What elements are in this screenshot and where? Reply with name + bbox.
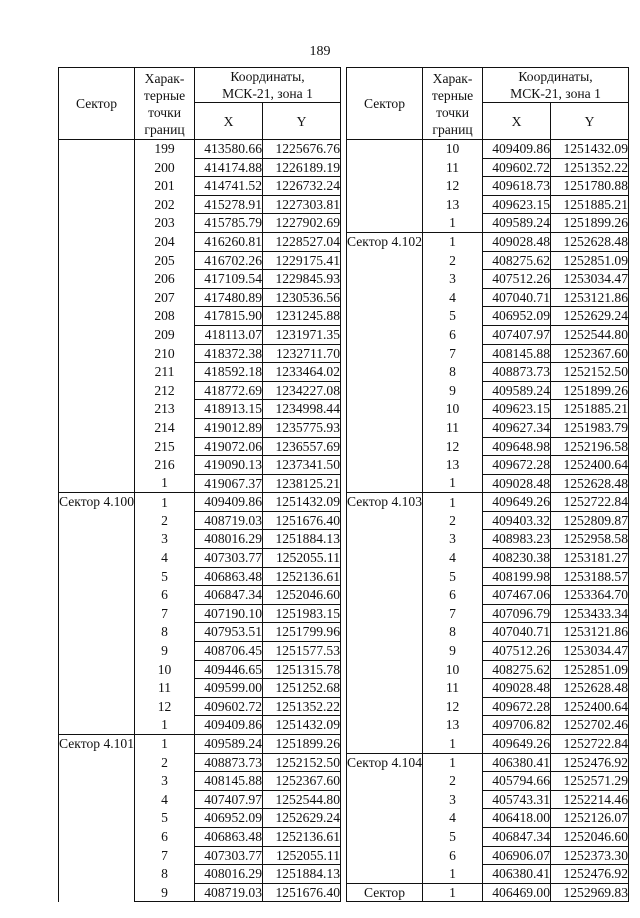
sector-name [59, 140, 135, 493]
coord-y: 1252400.64 [551, 697, 629, 716]
coord-x: 405794.66 [483, 772, 551, 791]
coord-x: 409409.86 [195, 493, 263, 512]
coord-y: 1253364.70 [551, 586, 629, 605]
header-coordinates-line2: МСК-21, зона 1 [222, 86, 313, 101]
coord-y: 1253034.47 [551, 270, 629, 289]
header-points-line2: терные [143, 87, 186, 103]
coord-x: 409602.72 [195, 697, 263, 716]
header-points [135, 68, 195, 140]
point-number: 1 [135, 735, 195, 754]
point-number: 7 [135, 604, 195, 623]
coord-y: 1252722.84 [551, 735, 629, 754]
coord-y: 1252152.50 [551, 363, 629, 382]
point-number: 1 [135, 493, 195, 512]
point-number: 1 [423, 735, 483, 754]
header-coordinates [483, 68, 629, 103]
point-number: 205 [135, 251, 195, 270]
coord-x: 409028.48 [483, 474, 551, 493]
coord-x: 409672.28 [483, 697, 551, 716]
coord-x: 406952.09 [483, 307, 551, 326]
coord-y: 1251885.21 [551, 195, 629, 214]
point-number: 3 [423, 270, 483, 289]
header-points-line3: точки [436, 104, 469, 120]
coord-x: 409627.34 [483, 418, 551, 437]
coord-x: 407953.51 [195, 623, 263, 642]
coord-y: 1225676.76 [263, 140, 341, 159]
coord-x: 408706.45 [195, 642, 263, 661]
coord-y: 1252722.84 [551, 493, 629, 512]
point-number: 206 [135, 270, 195, 289]
coord-x: 407512.26 [483, 270, 551, 289]
coord-y: 1251252.68 [263, 679, 341, 698]
coord-x: 408873.73 [483, 363, 551, 382]
coord-y: 1251799.96 [263, 623, 341, 642]
point-number: 5 [135, 809, 195, 828]
coord-y: 1251983.79 [551, 418, 629, 437]
coord-x: 409649.26 [483, 735, 551, 754]
coord-x: 409648.98 [483, 437, 551, 456]
coord-y: 1251885.21 [551, 400, 629, 419]
point-number: 10 [135, 660, 195, 679]
table-body-right [347, 140, 629, 902]
coord-x: 407303.77 [195, 846, 263, 865]
coord-y: 1252628.48 [551, 679, 629, 698]
point-number: 11 [423, 158, 483, 177]
point-number: 12 [423, 177, 483, 196]
coord-y: 1251899.26 [551, 381, 629, 400]
coord-y: 1251884.13 [263, 865, 341, 884]
coord-x: 419067.37 [195, 474, 263, 493]
coord-x: 408719.03 [195, 883, 263, 902]
point-number: 1 [423, 232, 483, 251]
point-number: 210 [135, 344, 195, 363]
coord-y: 1251884.13 [263, 530, 341, 549]
point-number: 9 [423, 381, 483, 400]
point-number: 3 [135, 772, 195, 791]
point-number: 209 [135, 325, 195, 344]
coord-x: 408145.88 [195, 772, 263, 791]
coord-y: 1251315.78 [263, 660, 341, 679]
point-number: 200 [135, 158, 195, 177]
coord-x: 409649.26 [483, 493, 551, 512]
coord-x: 416702.26 [195, 251, 263, 270]
point-number: 1 [135, 474, 195, 493]
point-number: 2 [135, 753, 195, 772]
coord-x: 407512.26 [483, 642, 551, 661]
coord-x: 406418.00 [483, 809, 551, 828]
coord-y: 1252373.30 [551, 846, 629, 865]
coord-x: 406863.48 [195, 827, 263, 846]
coord-y: 1253188.57 [551, 567, 629, 586]
coord-y: 1252571.29 [551, 772, 629, 791]
coord-x: 418913.15 [195, 400, 263, 419]
coord-x: 409602.72 [483, 158, 551, 177]
header-coordinates [195, 68, 341, 103]
coord-x: 408983.23 [483, 530, 551, 549]
coord-y: 1238125.21 [263, 474, 341, 493]
coord-y: 1231971.35 [263, 325, 341, 344]
point-number: 5 [423, 827, 483, 846]
header-points-line1: Харак- [432, 70, 473, 86]
coord-x: 408145.88 [483, 344, 551, 363]
point-number: 215 [135, 437, 195, 456]
point-number: 6 [423, 586, 483, 605]
point-number: 6 [423, 846, 483, 865]
sector-name: Сектор 4.101 [59, 735, 135, 902]
coord-y: 1253121.86 [551, 623, 629, 642]
coord-y: 1251983.15 [263, 604, 341, 623]
point-number: 8 [135, 623, 195, 642]
point-number: 6 [135, 586, 195, 605]
point-number: 1 [423, 883, 483, 902]
point-number: 9 [423, 642, 483, 661]
point-number: 10 [423, 660, 483, 679]
coord-y: 1251432.09 [263, 716, 341, 735]
point-number: 12 [423, 697, 483, 716]
coord-x: 409672.28 [483, 456, 551, 475]
coord-y: 1229175.41 [263, 251, 341, 270]
coord-x: 408016.29 [195, 865, 263, 884]
coord-y: 1252126.07 [551, 809, 629, 828]
coord-x: 409028.48 [483, 232, 551, 251]
point-number: 10 [423, 400, 483, 419]
point-number: 11 [423, 679, 483, 698]
coord-x: 418592.18 [195, 363, 263, 382]
point-number: 13 [423, 195, 483, 214]
coord-y: 1236557.69 [263, 437, 341, 456]
sector-name: Сектор 4.100 [59, 493, 135, 735]
coord-y: 1251676.40 [263, 883, 341, 902]
coord-y: 1252958.58 [551, 530, 629, 549]
coord-x: 408230.38 [483, 549, 551, 568]
point-number: 204 [135, 232, 195, 251]
coord-x: 409028.48 [483, 679, 551, 698]
coord-x: 409623.15 [483, 400, 551, 419]
point-number: 2 [135, 511, 195, 530]
coord-y: 1230536.56 [263, 288, 341, 307]
coord-y: 1252196.58 [551, 437, 629, 456]
coord-y: 1252400.64 [551, 456, 629, 475]
sector-name: Сектор [347, 883, 423, 902]
point-number: 199 [135, 140, 195, 159]
point-number: 201 [135, 177, 195, 196]
point-number: 1 [423, 865, 483, 884]
coord-y: 1227303.81 [263, 195, 341, 214]
coord-x: 406469.00 [483, 883, 551, 902]
coord-y: 1231245.88 [263, 307, 341, 326]
coord-y: 1253181.27 [551, 549, 629, 568]
point-number: 211 [135, 363, 195, 382]
point-number: 1 [423, 493, 483, 512]
point-number: 8 [135, 865, 195, 884]
coord-y: 1252367.60 [551, 344, 629, 363]
coord-x: 408275.62 [483, 660, 551, 679]
coord-x: 409599.00 [195, 679, 263, 698]
coord-x: 409589.24 [195, 735, 263, 754]
coord-y: 1251899.26 [551, 214, 629, 233]
header-coordinates-line1: Координаты, [518, 69, 593, 84]
coord-x: 405743.31 [483, 790, 551, 809]
coord-x: 407407.97 [483, 325, 551, 344]
table-row [347, 883, 629, 902]
point-number: 1 [423, 474, 483, 493]
header-y: Y [263, 103, 341, 140]
point-number: 13 [423, 456, 483, 475]
coord-y: 1251352.22 [551, 158, 629, 177]
point-number: 4 [135, 549, 195, 568]
point-number: 3 [423, 530, 483, 549]
coord-y: 1252629.24 [551, 307, 629, 326]
coord-x: 407040.71 [483, 288, 551, 307]
coord-y: 1252702.46 [551, 716, 629, 735]
header-points-line3: точки [148, 104, 181, 120]
point-number: 9 [135, 883, 195, 902]
point-number: 10 [423, 140, 483, 159]
table-row [59, 735, 341, 754]
coord-x: 414174.88 [195, 158, 263, 177]
header-points-line2: терные [431, 87, 474, 103]
point-number: 213 [135, 400, 195, 419]
sector-name: Сектор 4.102 [347, 232, 423, 492]
coord-x: 408016.29 [195, 530, 263, 549]
coord-x: 408873.73 [195, 753, 263, 772]
coord-y: 1252851.09 [551, 660, 629, 679]
coord-y: 1251780.88 [551, 177, 629, 196]
coord-x: 409589.24 [483, 381, 551, 400]
coord-y: 1251432.09 [263, 493, 341, 512]
header-points-line4: границ [144, 121, 185, 137]
point-number: 5 [423, 567, 483, 586]
table-row [347, 232, 629, 251]
table-row [347, 140, 629, 159]
coord-x: 406380.41 [483, 753, 551, 772]
coord-x: 417109.54 [195, 270, 263, 289]
coord-y: 1252152.50 [263, 753, 341, 772]
coord-x: 408719.03 [195, 511, 263, 530]
coord-y: 1252136.61 [263, 827, 341, 846]
table-body-left [59, 140, 341, 902]
point-number: 2 [423, 511, 483, 530]
point-number: 5 [423, 307, 483, 326]
coord-y: 1252055.11 [263, 846, 341, 865]
coord-y: 1252629.24 [263, 809, 341, 828]
point-number: 7 [135, 846, 195, 865]
coord-x: 409403.32 [483, 511, 551, 530]
coord-x: 408199.98 [483, 567, 551, 586]
coord-y: 1235775.93 [263, 418, 341, 437]
coord-y: 1226189.19 [263, 158, 341, 177]
coord-x: 407467.06 [483, 586, 551, 605]
point-number: 6 [423, 325, 483, 344]
coord-y: 1252544.80 [551, 325, 629, 344]
coord-y: 1251899.26 [263, 735, 341, 754]
coord-y: 1252136.61 [263, 567, 341, 586]
header-sector: Сектор [59, 68, 135, 140]
point-number: 6 [135, 827, 195, 846]
coord-y: 1234227.08 [263, 381, 341, 400]
coord-x: 417815.90 [195, 307, 263, 326]
table-row [59, 493, 341, 512]
point-number: 7 [423, 344, 483, 363]
point-number: 3 [423, 790, 483, 809]
table-row [347, 753, 629, 772]
coord-y: 1252544.80 [263, 790, 341, 809]
page-number: 189 [309, 44, 331, 59]
coord-x: 419090.13 [195, 456, 263, 475]
coord-y: 1227902.69 [263, 214, 341, 233]
coord-y: 1252969.83 [551, 883, 629, 902]
header-y: Y [551, 103, 629, 140]
coord-x: 414741.52 [195, 177, 263, 196]
coord-x: 407303.77 [195, 549, 263, 568]
coordinates-table-right [346, 67, 629, 902]
point-number: 4 [135, 790, 195, 809]
coord-y: 1229845.93 [263, 270, 341, 289]
table-row [59, 140, 341, 159]
coord-y: 1226732.24 [263, 177, 341, 196]
header-points [423, 68, 483, 140]
coord-y: 1252476.92 [551, 865, 629, 884]
coord-x: 408275.62 [483, 251, 551, 270]
coord-x: 409623.15 [483, 195, 551, 214]
coord-x: 407190.10 [195, 604, 263, 623]
point-number: 207 [135, 288, 195, 307]
header-points-line4: границ [432, 121, 473, 137]
header-x: X [483, 103, 551, 140]
coord-x: 409618.73 [483, 177, 551, 196]
coord-y: 1252476.92 [551, 753, 629, 772]
coord-x: 418772.69 [195, 381, 263, 400]
coord-y: 1253433.34 [551, 604, 629, 623]
coord-y: 1234998.44 [263, 400, 341, 419]
point-number: 4 [423, 809, 483, 828]
coord-y: 1252046.60 [551, 827, 629, 846]
coord-x: 409409.86 [195, 716, 263, 735]
coord-y: 1237341.50 [263, 456, 341, 475]
coord-y: 1252367.60 [263, 772, 341, 791]
header-points-line1: Харак- [144, 70, 185, 86]
point-number: 8 [423, 623, 483, 642]
point-number: 9 [135, 642, 195, 661]
coordinates-table-left [58, 67, 341, 902]
point-number: 1 [423, 753, 483, 772]
coord-y: 1251432.09 [551, 140, 629, 159]
point-number: 4 [423, 288, 483, 307]
point-number: 214 [135, 418, 195, 437]
coord-y: 1252055.11 [263, 549, 341, 568]
point-number: 4 [423, 549, 483, 568]
point-number: 2 [423, 251, 483, 270]
header-coordinates-line1: Координаты, [230, 69, 305, 84]
coord-y: 1232711.70 [263, 344, 341, 363]
coord-y: 1233464.02 [263, 363, 341, 382]
coord-x: 419012.89 [195, 418, 263, 437]
coord-y: 1252809.87 [551, 511, 629, 530]
point-number: 12 [423, 437, 483, 456]
coord-x: 406847.34 [195, 586, 263, 605]
point-number: 212 [135, 381, 195, 400]
point-number: 8 [423, 363, 483, 382]
header-x: X [195, 103, 263, 140]
coord-x: 415785.79 [195, 214, 263, 233]
sector-name: Сектор 4.104 [347, 753, 423, 883]
point-number: 11 [423, 418, 483, 437]
coord-x: 409706.82 [483, 716, 551, 735]
point-number: 1 [135, 716, 195, 735]
point-number: 13 [423, 716, 483, 735]
coord-x: 406863.48 [195, 567, 263, 586]
sector-name: Сектор 4.103 [347, 493, 423, 753]
coord-x: 413580.66 [195, 140, 263, 159]
point-number: 11 [135, 679, 195, 698]
point-number: 203 [135, 214, 195, 233]
coord-x: 418113.07 [195, 325, 263, 344]
coord-y: 1251676.40 [263, 511, 341, 530]
coord-x: 418372.38 [195, 344, 263, 363]
point-number: 3 [135, 530, 195, 549]
coord-y: 1251577.53 [263, 642, 341, 661]
point-number: 7 [423, 604, 483, 623]
coord-x: 419072.06 [195, 437, 263, 456]
coord-x: 407407.97 [195, 790, 263, 809]
point-number: 1 [423, 214, 483, 233]
point-number: 5 [135, 567, 195, 586]
coord-x: 409589.24 [483, 214, 551, 233]
table-row [347, 493, 629, 512]
point-number: 202 [135, 195, 195, 214]
coord-x: 406847.34 [483, 827, 551, 846]
coord-x: 406380.41 [483, 865, 551, 884]
point-number: 216 [135, 456, 195, 475]
point-number: 208 [135, 307, 195, 326]
point-number: 12 [135, 697, 195, 716]
point-number: 2 [423, 772, 483, 791]
coord-y: 1252628.48 [551, 474, 629, 493]
coord-y: 1251352.22 [263, 697, 341, 716]
header-coordinates-line2: МСК-21, зона 1 [510, 86, 601, 101]
coord-x: 409409.86 [483, 140, 551, 159]
sector-name [347, 140, 423, 233]
coord-x: 416260.81 [195, 232, 263, 251]
coord-x: 415278.91 [195, 195, 263, 214]
coord-x: 406952.09 [195, 809, 263, 828]
coord-x: 417480.89 [195, 288, 263, 307]
coord-x: 409446.65 [195, 660, 263, 679]
coord-x: 406906.07 [483, 846, 551, 865]
coord-x: 407040.71 [483, 623, 551, 642]
coord-y: 1253034.47 [551, 642, 629, 661]
coord-y: 1252214.46 [551, 790, 629, 809]
coord-y: 1252046.60 [263, 586, 341, 605]
coord-y: 1228527.04 [263, 232, 341, 251]
coord-y: 1253121.86 [551, 288, 629, 307]
coord-y: 1252628.48 [551, 232, 629, 251]
header-sector: Сектор [347, 68, 423, 140]
coord-x: 407096.79 [483, 604, 551, 623]
coord-y: 1252851.09 [551, 251, 629, 270]
